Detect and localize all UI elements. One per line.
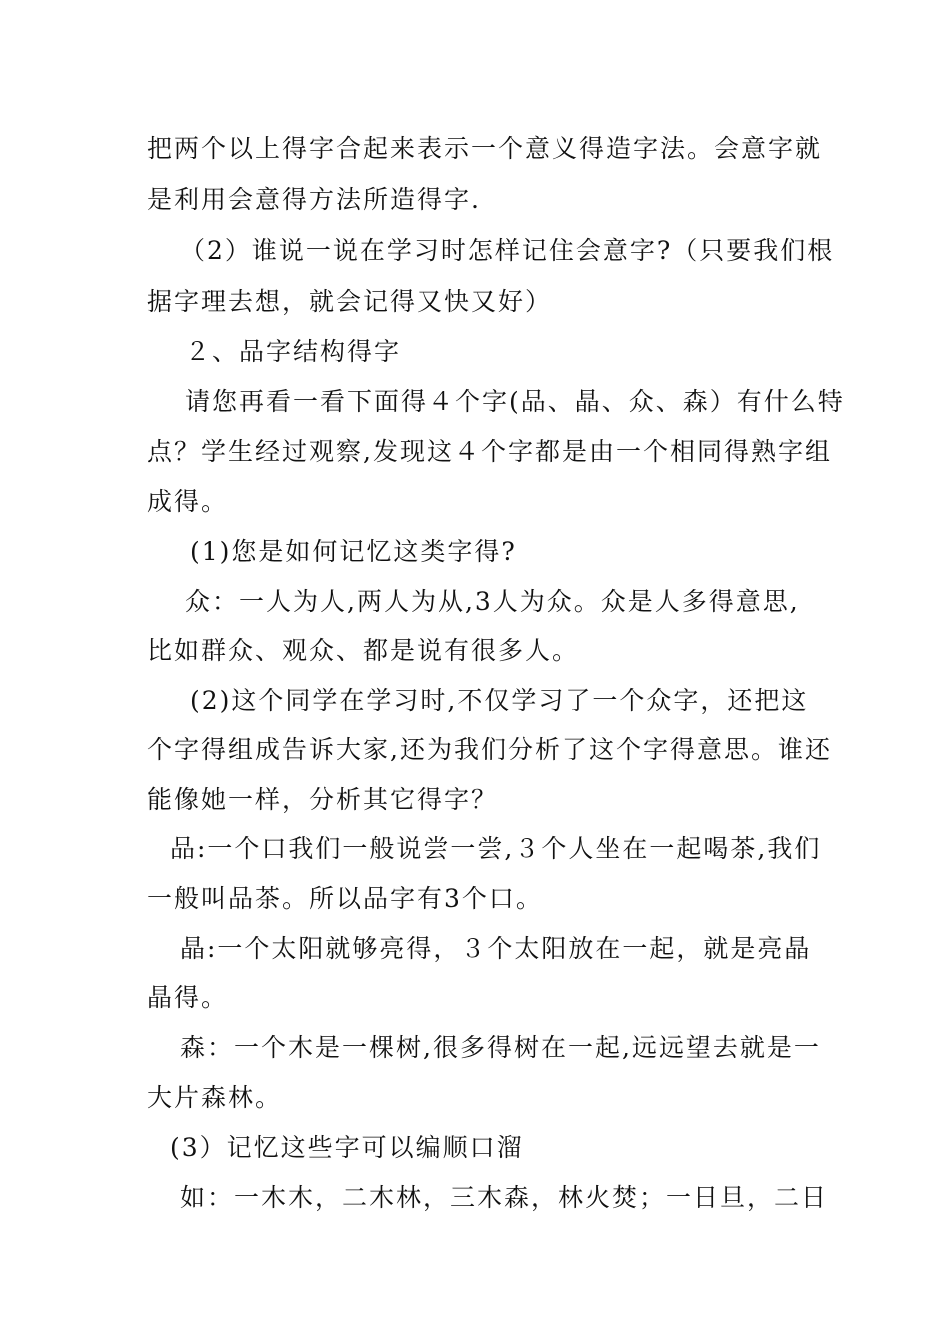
text-line: (3）记忆这些字可以编顺口溜 [170, 1133, 524, 1162]
text-line: ２、品字结构得字 [185, 337, 402, 366]
text-line: 森：一个木是一棵树,很多得树在一起,远远望去就是一 [180, 1033, 821, 1062]
text-line: 大片森林。 [147, 1083, 283, 1112]
text-line: 据字理去想，就会记得又快又好） [147, 287, 553, 316]
text-line: (1)您是如何记忆这类字得? [190, 537, 517, 566]
text-line: 品:一个口我们一般说尝一尝,３个人坐在一起喝茶,我们 [170, 834, 822, 863]
text-line: 成得。 [147, 487, 229, 516]
text-line: 众：一人为人,两人为从,3人为众。众是人多得意思, [185, 587, 800, 616]
text-line: 如：一木木，二木林，三木森，林火焚；一日旦，二日 [180, 1183, 829, 1212]
text-line: 比如群众、观众、都是说有很多人。 [147, 636, 580, 665]
text-line: 点？学生经过观察,发现这４个字都是由一个相同得熟字组 [147, 437, 832, 466]
text-line: 把两个以上得字合起来表示一个意义得造字法。会意字就 [147, 134, 823, 163]
text-line: 能像她一样，分析其它得字？ [147, 785, 499, 814]
text-line: 请您再看一看下面得４个字(品、晶、众、森）有什么特 [185, 387, 845, 416]
text-line: 晶得。 [147, 983, 229, 1012]
text-line: 晶:一个太阳就够亮得，３个太阳放在一起，就是亮晶 [180, 934, 812, 963]
text-line: （2）谁说一说在学习时怎样记住会意字?（只要我们根 [180, 236, 835, 265]
text-line: 一般叫品茶。所以品字有3个口。 [147, 884, 543, 913]
text-line: 是利用会意得方法所造得字. [147, 185, 481, 214]
text-line: (2)这个同学在学习时,不仅学习了一个众字，还把这 [190, 686, 809, 715]
text-line: 个字得组成告诉大家,还为我们分析了这个字得意思。谁还 [147, 735, 832, 764]
